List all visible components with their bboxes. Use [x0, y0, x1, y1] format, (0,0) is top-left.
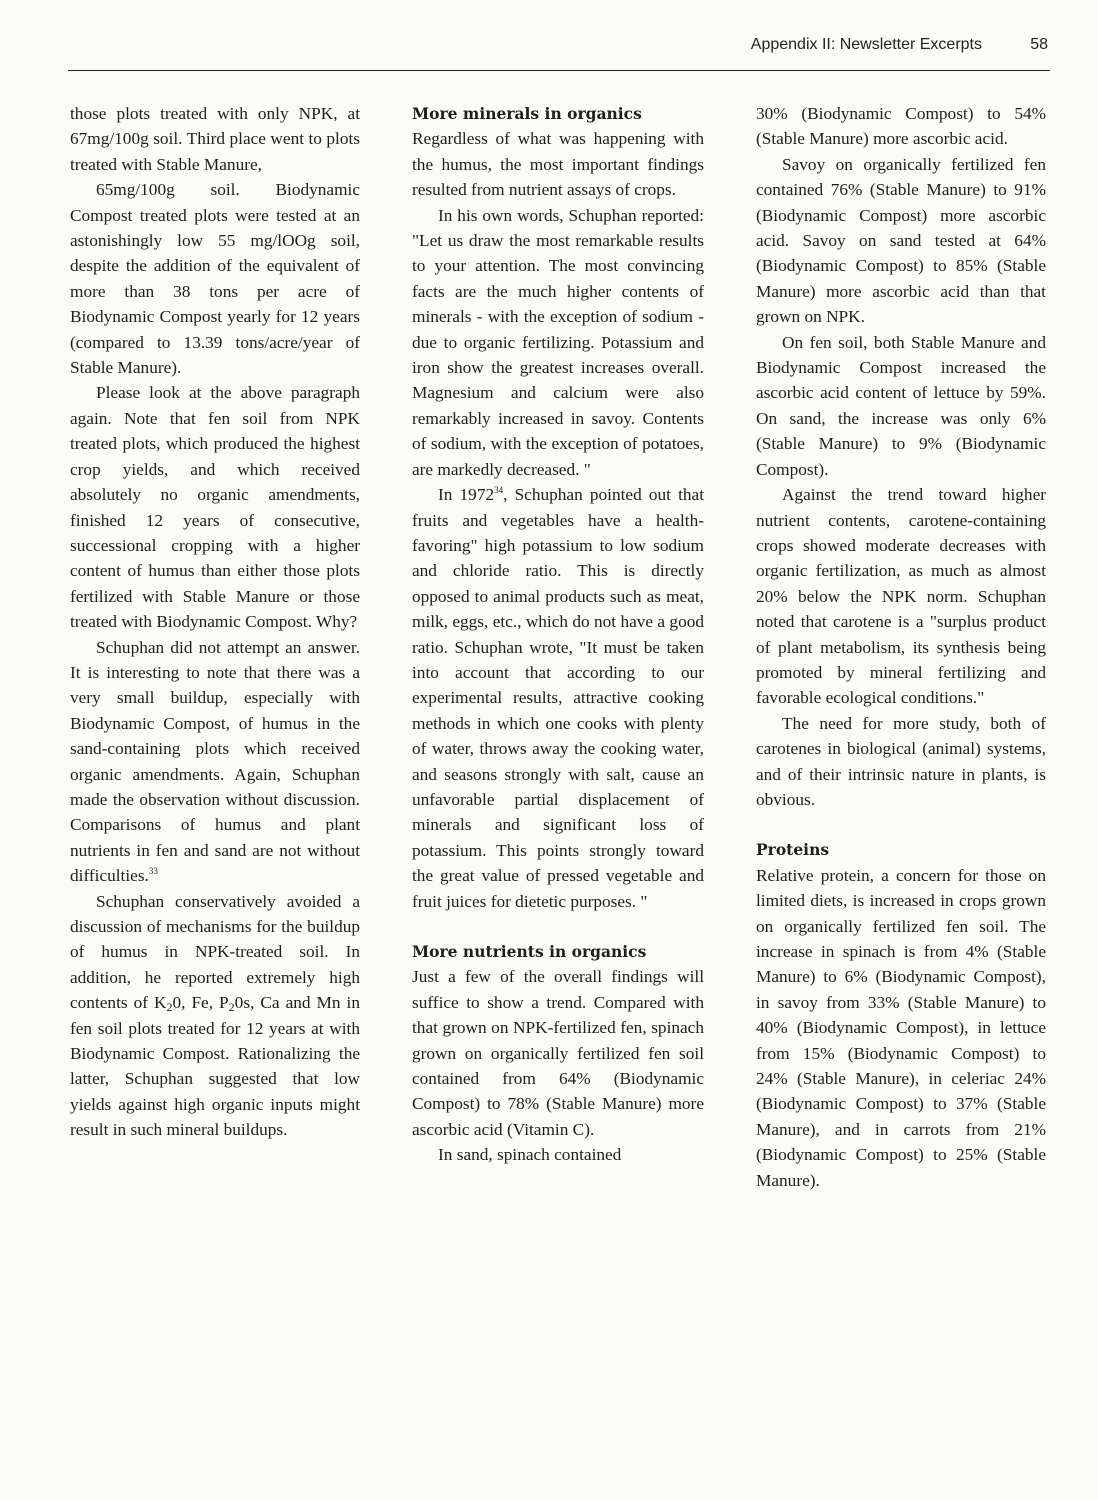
- paragraph-text: Schuphan did not attempt an answer. It is interesting to note that there was a very small buildup, especially with Biodynamic Compost, of humus in the sand-containing plots which received organic amendments. Again, Schuphan made the observation without discussion. Comparisons of humus and plant nutrients in fen and sand are not without difficulties.: [70, 637, 360, 886]
- paragraph: Relative protein, a concern for those on limited diets, is increased in crops grown on organically fertilized fen soil. The increase in spinach is from 4% (Stable Manure) to 6% (Biodynamic Compost), in savoy from 33% (Stable Manure) to 40% (Biodynamic Compost), in lettuce from 15% (Biodynamic Compost) to 24% (Stable Manure), in celeriac 24% (Biodynamic Compost) to 37% (Stable Manure), and in carrots from 21% (Biodynamic Compost) to 25% (Stable Manure).: [756, 865, 1046, 1190]
- paragraph: The need for more study, both of carotenes in biological (animal) systems, and of their intrinsic nature in plants, is obvious.: [756, 713, 1046, 809]
- paragraph: In his own words, Schuphan reported: "Let us draw the most remarkable results to your attention. The most convincing facts are the much higher contents of minerals - with the exception of sodium - due to organic fertilizing. Potassium and iron show the greatest increases overall. Magnesium and calcium were also remarkably increased in savoy. Contents of sodium, with the exception of potatoes, are markedly decreased. ": [412, 205, 704, 479]
- paragraph-text: In 1972: [438, 485, 495, 505]
- paragraph-text: 0, Fe, P: [172, 993, 229, 1013]
- section-heading: Proteins: [756, 840, 830, 860]
- header-title: Appendix II: Newsletter Excerpts: [750, 36, 982, 53]
- running-header: [68, 36, 1050, 71]
- paragraph: those plots treated with only NPK, at 67mg/100g soil. Third place went to plots treated with Stable Manure,: [70, 104, 360, 174]
- text-column-1: [70, 101, 360, 1143]
- text-column-2: [412, 101, 704, 1168]
- text-column-3: [756, 101, 1046, 1193]
- subscript: 2: [228, 1000, 235, 1015]
- paragraph: [412, 482, 704, 914]
- paragraph-text: 0s, Ca and Mn in fen soil plots treated for 12 years at with Biodynamic Compost. Rationalizing the latter, Schuphan suggested that low yields against high organic inputs might result in such mineral buildups.: [70, 993, 360, 1140]
- paragraph: 30% (Biodynamic Compost) to 54% (Stable Manure) more ascorbic acid.: [756, 104, 1046, 149]
- footnote-ref: 33: [148, 866, 158, 877]
- paragraph: Regardless of what was happening with the humus, the most important findings resulted from nutrient assays of crops.: [412, 129, 704, 200]
- section-heading: More minerals in organics: [412, 104, 642, 123]
- paragraph: 65mg/100g soil. Biodynamic Compost treated plots were tested at an astonishingly low 55 mg/lOOg soil, despite the addition of the equivalent of more than 38 tons per acre of Biodynamic Compost yearly for 12 years (compared to 13.39 tons/acre/year of Stable Manure).: [70, 180, 360, 378]
- page-number: 58: [1030, 36, 1048, 53]
- paragraph: [70, 635, 360, 889]
- paragraph: [70, 889, 360, 1143]
- paragraph: Please look at the above paragraph again. Note that fen soil from NPK treated plots, which produced the highest crop yields, and which received absolutely no organic amendments, finished 12 years of consecutive, successional cropping with a higher content of humus than either those plots fertilized with Stable Manure or those treated with Biodynamic Compost. Why?: [70, 383, 360, 632]
- paragraph: Savoy on organically fertilized fen contained 76% (Stable Manure) to 91% (Biodynamic Compost) more ascorbic acid. Savoy on sand tested at 64% (Biodynamic Compost) to 85% (Stable Manure) more ascorbic acid than that grown on NPK.: [756, 154, 1046, 327]
- paragraph: Against the trend toward higher nutrient contents, carotene-containing crops showed moderate decreases with organic fertilization, as much as almost 20% below the NPK norm. Schuphan noted that carotene is a "surplus product of plant metabolism, its synthesis being promoted by mineral fertilizing and favorable ecological conditions.": [756, 485, 1046, 708]
- paragraph: In sand, spinach contained: [438, 1145, 622, 1165]
- paragraph-text: , Schuphan pointed out that fruits and vegetables have a health-favoring" high potassium to low sodium and chloride ratio. This is directly opposed to animal products such as meat, milk, eggs, etc., which do not have a good ratio. Schuphan wrote, "It must be taken into account that according to our experimental results, attractive cooking methods in which one cooks with plenty of water, throws away the cooking water, and seasons strongly with salt, cause an unfavorable partial displacement of minerals and significant loss of potassium. This points strongly toward the great value of pressed vegetable and fruit juices for dietetic purposes. ": [412, 485, 704, 911]
- paragraph: Just a few of the overall findings will suffice to show a trend. Compared with that grown on NPK-fertilized fen, spinach grown on organically fertilized fen soil contained from 64% (Biodynamic Compost) to 78% (Stable Manure) more ascorbic acid (Vitamin C).: [412, 967, 704, 1139]
- section-heading: More nutrients in organics: [412, 942, 647, 961]
- paragraph: On fen soil, both Stable Manure and Biodynamic Compost increased the ascorbic acid content of lettuce by 59%. On sand, the increase was only 6% (Stable Manure) to 9% (Biodynamic Compost).: [756, 332, 1046, 479]
- subscript: 2: [166, 1000, 173, 1015]
- paragraph-text: Schuphan conservatively avoided a discussion of mechanisms for the buildup of humus in NPK-treated soil. In addition, he reported extremely high contents of K: [70, 891, 360, 1013]
- footnote-ref: 34: [494, 485, 504, 496]
